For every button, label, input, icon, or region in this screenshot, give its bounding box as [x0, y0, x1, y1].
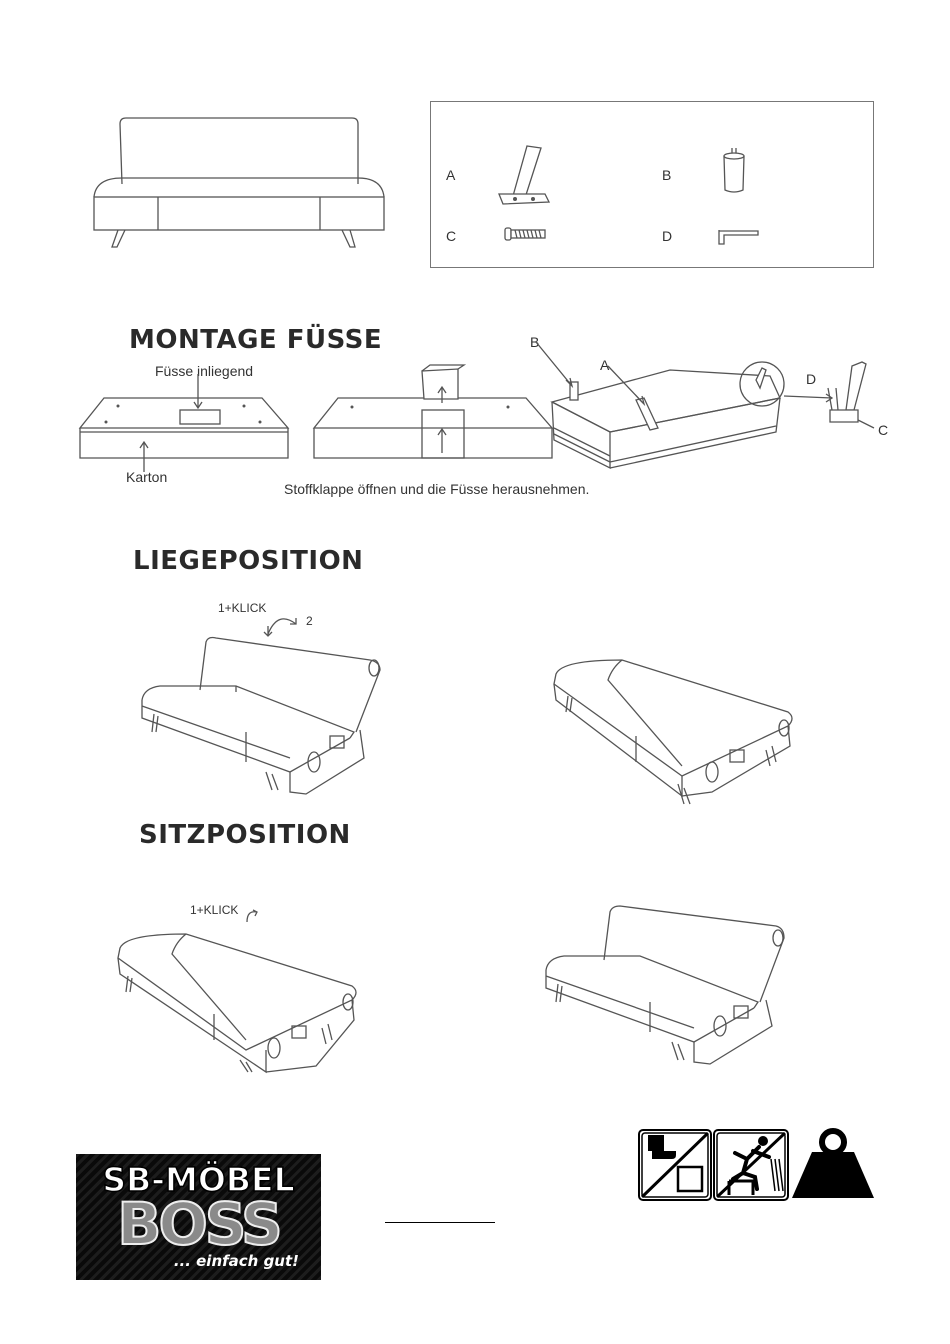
sitz-click-arrow: [243, 906, 263, 926]
sb-moebel-boss-logo: [76, 1154, 321, 1280]
part-d-label: D: [662, 228, 673, 244]
max-load-weight-icon: [790, 1128, 876, 1200]
callout-a: A: [600, 357, 610, 373]
feet-inside-label: Füsse inliegend: [155, 363, 254, 379]
liege-click-label: 1+KLICK: [218, 601, 267, 615]
sofa-sitting-after-drawing: [544, 902, 804, 1082]
frame-underside-assembly-drawing: [540, 340, 900, 480]
logo-tagline: ... einfach gut!: [173, 1252, 299, 1270]
blank-underline: [385, 1222, 495, 1223]
liege-step-two: 2: [306, 614, 313, 628]
no-climbing-icon: [713, 1129, 789, 1201]
montage-heading: MONTAGE FÜSSE: [129, 325, 383, 355]
logo-line2: BOSS: [117, 1190, 280, 1258]
callout-d: D: [806, 371, 817, 387]
liegeposition-heading: LIEGEPOSITION: [133, 546, 364, 576]
sofa-sitting-before-drawing: [140, 632, 400, 812]
part-c-screw-icon: [505, 226, 555, 242]
carton-open-drawing: [312, 365, 552, 465]
logo-line1: SB-MÖBEL: [102, 1160, 295, 1199]
callout-c: C: [878, 422, 889, 438]
part-a-bracket-icon: [495, 142, 555, 212]
sofa-flat-after-drawing: [552, 656, 812, 816]
carton-label: Karton: [126, 469, 168, 485]
part-b-leg-icon: [720, 146, 750, 196]
no-stepping-icon: [638, 1129, 712, 1201]
carton-closed-drawing: [78, 392, 298, 482]
part-a-label: A: [446, 167, 456, 183]
part-d-allen-key-icon: [716, 228, 766, 248]
part-c-label: C: [446, 228, 457, 244]
callout-b: B: [530, 334, 540, 350]
sitzposition-heading: SITZPOSITION: [139, 820, 351, 850]
montage-instruction: Stoffklappe öffnen und die Füsse herausnehmen.: [284, 481, 590, 497]
sofa-flat-before-drawing: [116, 930, 376, 1090]
part-b-label: B: [662, 167, 672, 183]
sitz-click-label: 1+KLICK: [190, 903, 239, 917]
